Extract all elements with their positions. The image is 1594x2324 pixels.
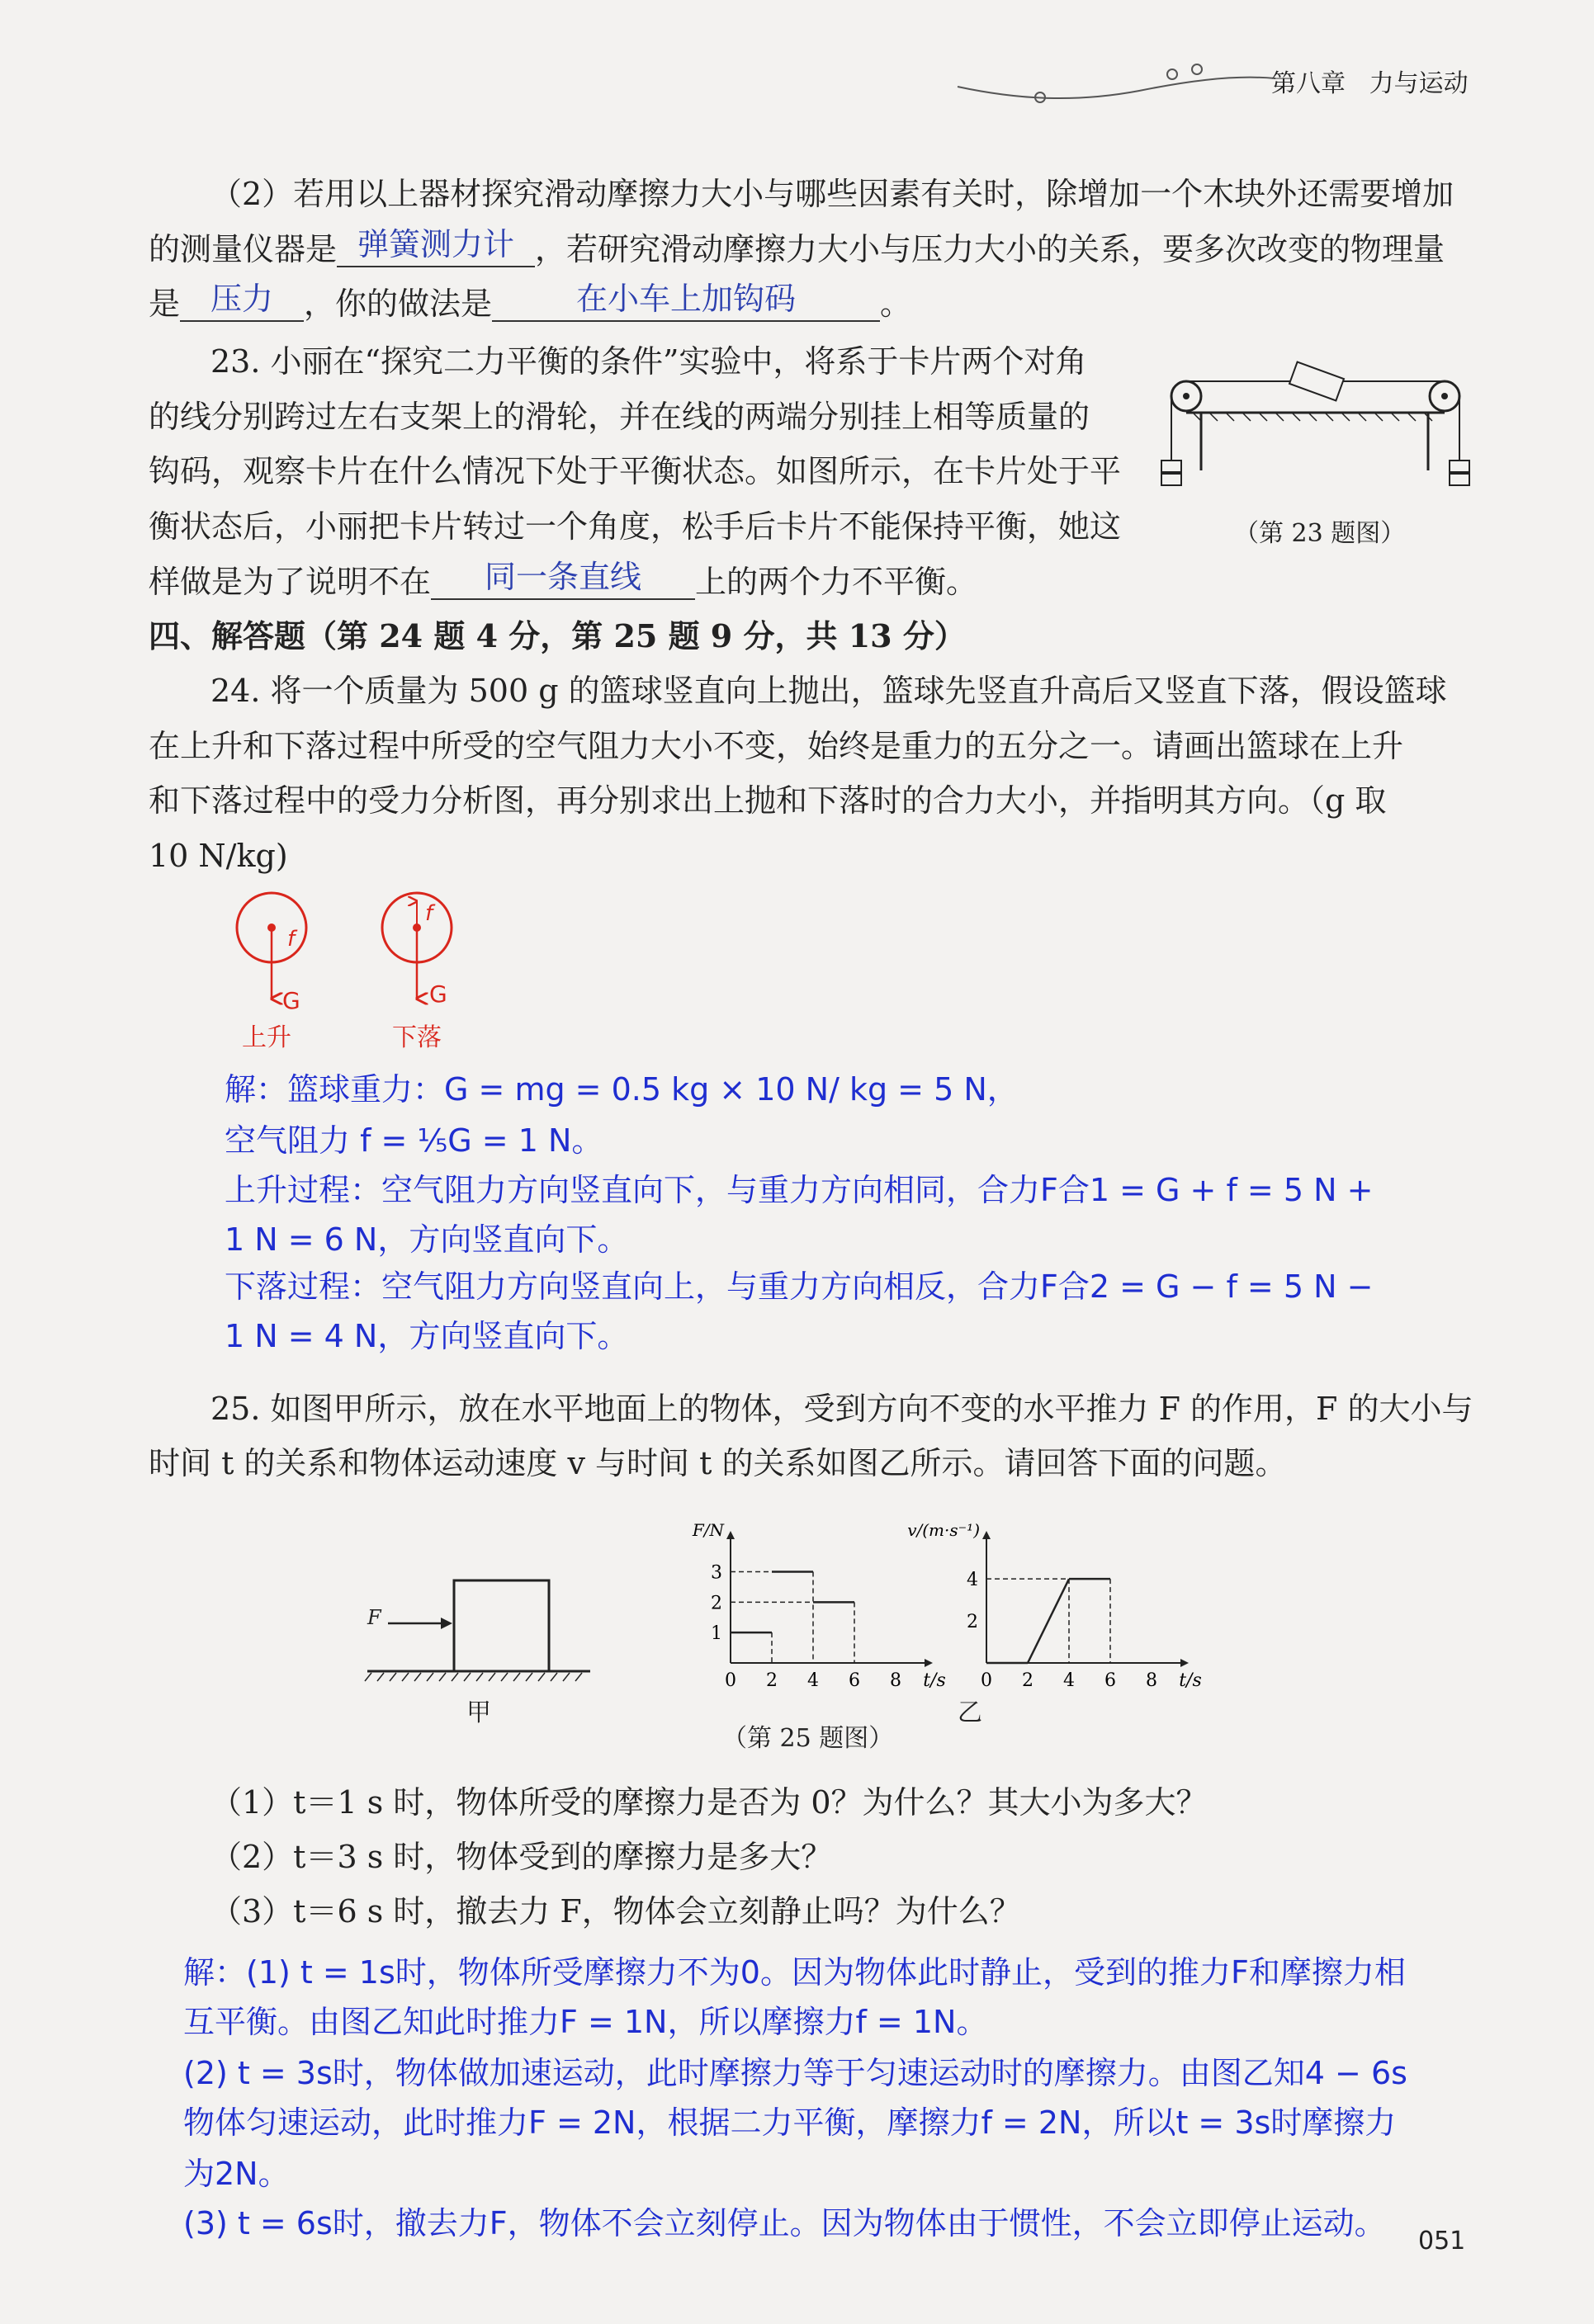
section4-heading: 四、解答题（第 24 题 4 分，第 25 题 9 分，共 13 分） — [149, 617, 966, 654]
q25-solution-line1: 解：(1) t = 1s时，物体所受摩擦力不为0。因为物体此时静止，受到的推力F和摩擦力相 — [183, 1954, 1406, 1991]
q24-solution-line6: 1 N = 4 N，方向竖直向下。 — [225, 1318, 629, 1354]
x-axis-label: t/s — [923, 1670, 946, 1691]
q22-line1: （2）若用以上器材探究滑动摩擦力大小与哪些因素有关时，除增加一个木块外还需要增加 — [210, 176, 1454, 212]
page-number: 051 — [1418, 2227, 1466, 2256]
q24-line1: 24. 将一个质量为 500 g 的篮球竖直向上抛出，篮球先竖直升高后又竖直下落，假设篮球 — [210, 673, 1447, 709]
q25-fig-jia — [355, 1564, 603, 1688]
y-axis-arrow — [726, 1531, 735, 1539]
q24-line3: 和下落过程中的受力分析图，再分别求出上抛和下落时的合力大小，并指明其方向。（g 取 — [149, 782, 1387, 819]
q25-solution-line2: 互平衡。由图乙知此时推力F = 1N，所以摩擦力f = 1N。 — [183, 2004, 988, 2040]
q22-line3: 是 压力 ，你的做法是 在小车上加钩码 。 — [149, 281, 912, 322]
y-tick-label: 2 — [711, 1593, 722, 1614]
y-axis-label: F/N — [692, 1520, 724, 1540]
q23-line1: 23. 小丽在“探究二力平衡的条件”实验中，将系于卡片两个对角 — [210, 343, 1087, 380]
answer-spring-scale: 弹簧测力计 — [357, 226, 515, 262]
y-axis-label: v/(m·s⁻¹) — [907, 1520, 980, 1540]
x-axis-label: t/s — [1179, 1670, 1202, 1691]
header-chapter: 第八章 力与运动 — [1271, 69, 1469, 98]
q25-solution-line5: 为2N。 — [183, 2156, 290, 2192]
q23-line2: 的线分别跨过左右支架上的滑轮，并在线的两端分别挂上相等质量的 — [149, 399, 1090, 435]
q24-solution-line4: 1 N = 6 N，方向竖直向下。 — [225, 1221, 629, 1258]
q25-solution-line6: (3) t = 6s时，撤去力F，物体不会立刻停止。因为物体由于惯性，不会立即停止运动。 — [183, 2205, 1386, 2241]
q23-pulley-figure — [1160, 355, 1478, 503]
header-decoration — [949, 50, 1279, 107]
q25-sub2: （2）t＝3 s 时，物体受到的摩擦力是多大？ — [210, 1839, 833, 1875]
x-tick-label: 4 — [807, 1670, 819, 1691]
x-tick-label: 2 — [1022, 1670, 1033, 1691]
y-axis-arrow — [982, 1531, 991, 1539]
q24-line2: 在上升和下落过程中所受的空气阻力大小不变，始终是重力的五分之一。请画出篮球在上升 — [149, 728, 1404, 764]
q25-figure-caption: （第 25 题图） — [722, 1724, 894, 1753]
x-tick-label: 8 — [1146, 1670, 1157, 1691]
q24-solution-line3: 上升过程：空气阻力方向竖直向下，与重力方向相同，合力F合1 = G + f = 5 N + — [225, 1172, 1374, 1208]
label-up: 上升 — [242, 1023, 291, 1052]
x-tick-label: 2 — [766, 1670, 778, 1691]
q25-sub3: （3）t＝6 s 时，撤去力 F，物体会立刻静止吗？为什么？ — [210, 1893, 1021, 1930]
chart-velocity-time — [907, 1519, 1263, 1700]
q23-figure-caption: （第 23 题图） — [1234, 519, 1406, 548]
answer-pressure: 压力 — [210, 281, 274, 317]
fig-jia-label: 甲 — [466, 1698, 491, 1727]
x-tick-label: 6 — [1104, 1670, 1116, 1691]
q24-solution-line1: 解：篮球重力：G = mg = 0.5 kg × 10 N/ kg = 5 N， — [225, 1071, 1019, 1108]
velocity-segment — [1028, 1579, 1069, 1663]
q24-line4: 10 N/kg) — [149, 838, 288, 874]
x-tick-label: 0 — [725, 1670, 736, 1691]
x-tick-label: 8 — [890, 1670, 901, 1691]
q25-sub1: （1）t＝1 s 时，物体所受的摩擦力是否为 0？为什么？其大小为多大？ — [210, 1784, 1208, 1821]
x-tick-label: 6 — [849, 1670, 860, 1691]
force-G-up: G — [282, 987, 300, 1014]
q24-solution-line5: 下落过程：空气阻力方向竖直向上，与重力方向相反，合力F合2 = G − f = 5 N − — [225, 1268, 1374, 1305]
force-G-down: G — [429, 980, 447, 1008]
q25-solution-line4: 物体匀速运动，此时推力F = 2N，根据二力平衡，摩擦力f = 2N，所以t = 3s时摩擦力 — [183, 2104, 1397, 2141]
q23-line3: 钩码，观察卡片在什么情况下处于平衡状态。如图所示，在卡片处于平 — [149, 453, 1122, 489]
fig-jia-force-label: F — [367, 1606, 381, 1629]
answer-method: 在小车上加钩码 — [576, 281, 797, 317]
x-axis-arrow — [1180, 1659, 1189, 1667]
x-tick-label: 0 — [981, 1670, 992, 1691]
y-tick-label: 4 — [967, 1570, 978, 1591]
q23-line5: 样做是为了说明不在 同一条直线 上的两个力不平衡。 — [149, 559, 978, 600]
q24-solution-line2: 空气阻力 f = ⅕G = 1 N。 — [225, 1122, 603, 1159]
force-f-down: f — [425, 901, 433, 926]
q25-solution-line3: (2) t = 3s时，物体做加速运动，此时摩擦力等于匀速运动时的摩擦力。由图乙知4 − 6s — [183, 2055, 1407, 2091]
q23-line4: 衡状态后，小丽把卡片转过一个角度，松手后卡片不能保持平衡，她这 — [149, 508, 1122, 545]
fig-yi-label: 乙 — [958, 1698, 982, 1727]
force-f-up: f — [287, 927, 296, 952]
q25-line2: 时间 t 的关系和物体运动速度 v 与时间 t 的关系如图乙所示。请回答下面的问题。 — [149, 1445, 1287, 1481]
q25-line1: 25. 如图甲所示，放在水平地面上的物体，受到方向不变的水平推力 F 的作用，F 的大小与 — [210, 1391, 1473, 1427]
label-down: 下落 — [392, 1023, 442, 1052]
y-tick-label: 2 — [967, 1612, 978, 1633]
answer-same-line: 同一条直线 — [485, 559, 642, 595]
y-tick-label: 3 — [711, 1562, 722, 1584]
x-tick-label: 4 — [1063, 1670, 1075, 1691]
y-tick-label: 1 — [711, 1623, 722, 1645]
q22-line2: 的测量仪器是 弹簧测力计 ，若研究滑动摩擦力大小与压力大小的关系，要多次改变的物理量 — [149, 226, 1445, 267]
